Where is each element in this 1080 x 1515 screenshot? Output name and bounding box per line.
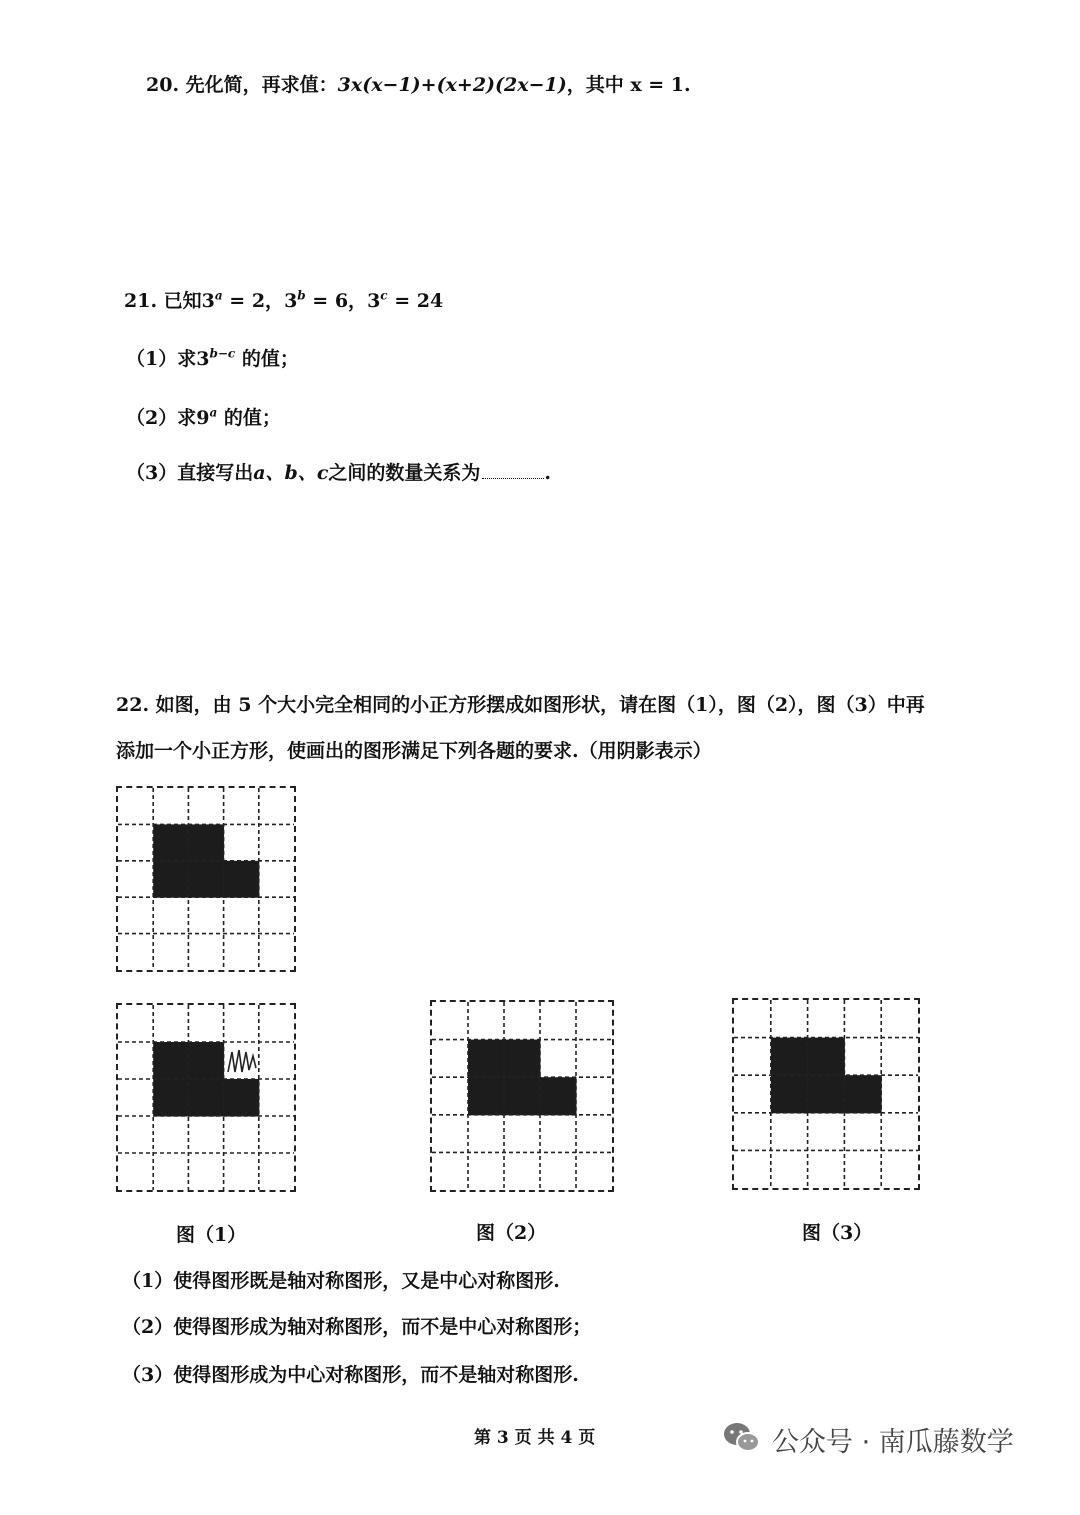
shaded-square xyxy=(153,861,189,898)
grid-lines xyxy=(118,1005,294,1190)
shaded-square xyxy=(771,1075,808,1113)
question-21-part-2: （2）求9$^a$ 的值； xyxy=(126,405,281,429)
grid-lines xyxy=(734,1000,918,1188)
answer-blank[interactable] xyxy=(482,477,544,479)
shaded-square xyxy=(224,861,260,898)
watermark-text: 公众号 · 南瓜藤数学 xyxy=(772,1427,1014,1458)
caption-figure-1: 图（1） xyxy=(176,1224,247,1246)
shaded-square xyxy=(153,1079,189,1117)
question-21-stem: 21. 已知$3^a = 2$，$3^b = 6$，$3^c = 24$ xyxy=(124,288,444,312)
question-22-line-1: 22. 如图，由 5 个大小完全相同的小正方形摆成如图形状，请在图（1），图（2），图（3）中再 xyxy=(116,694,925,716)
shaded-square xyxy=(540,1077,577,1115)
shaded-square xyxy=(504,1040,541,1078)
shaded-square xyxy=(188,861,224,898)
shaded-square xyxy=(188,824,224,861)
shaded-square xyxy=(188,1042,224,1080)
grid-figure-2[interactable] xyxy=(430,1000,614,1192)
requirement-1: （1）使得图形既是轴对称图形，又是中心对称图形. xyxy=(122,1270,560,1292)
wechat-icon xyxy=(722,1420,762,1454)
shaded-square xyxy=(468,1077,505,1115)
requirement-2: （2）使得图形成为轴对称图形，而不是中心对称图形； xyxy=(122,1316,592,1338)
caption-figure-3: 图（3） xyxy=(802,1222,873,1244)
grid-lines xyxy=(432,1002,612,1190)
question-22-line-2: 添加一个小正方形，使画出的图形满足下列各题的要求.（用阴影表示） xyxy=(116,740,712,762)
shaded-square xyxy=(468,1040,505,1078)
shaded-square xyxy=(153,1042,189,1080)
reference-grid xyxy=(116,786,296,972)
shaded-square xyxy=(771,1038,808,1076)
shaded-square xyxy=(808,1075,845,1113)
page-footer: 第 3 页 共 4 页 xyxy=(474,1428,596,1448)
grid-lines xyxy=(118,788,294,970)
question-21-part-1: （1）求$3^{b-c}$ 的值； xyxy=(126,346,299,370)
grid-figure-1[interactable] xyxy=(116,1003,296,1192)
shaded-square xyxy=(844,1075,881,1113)
question-21-part-3: （3）直接写出a、b、c之间的数量关系为 . xyxy=(126,462,552,484)
requirement-3: （3）使得图形成为中心对称图形，而不是轴对称图形. xyxy=(122,1364,579,1386)
shaded-square xyxy=(188,1079,224,1117)
shaded-square xyxy=(224,1079,260,1117)
shaded-square xyxy=(504,1077,541,1115)
shaded-square xyxy=(153,824,189,861)
caption-figure-2: 图（2） xyxy=(476,1222,547,1244)
grid-figure-3[interactable] xyxy=(732,998,920,1190)
pencil-scribble xyxy=(226,1046,260,1076)
question-20: 20. 先化简，再求值：3x(x−1)+(x+2)(2x−1)，其中 x = 1. xyxy=(146,74,691,96)
shaded-square xyxy=(808,1038,845,1076)
